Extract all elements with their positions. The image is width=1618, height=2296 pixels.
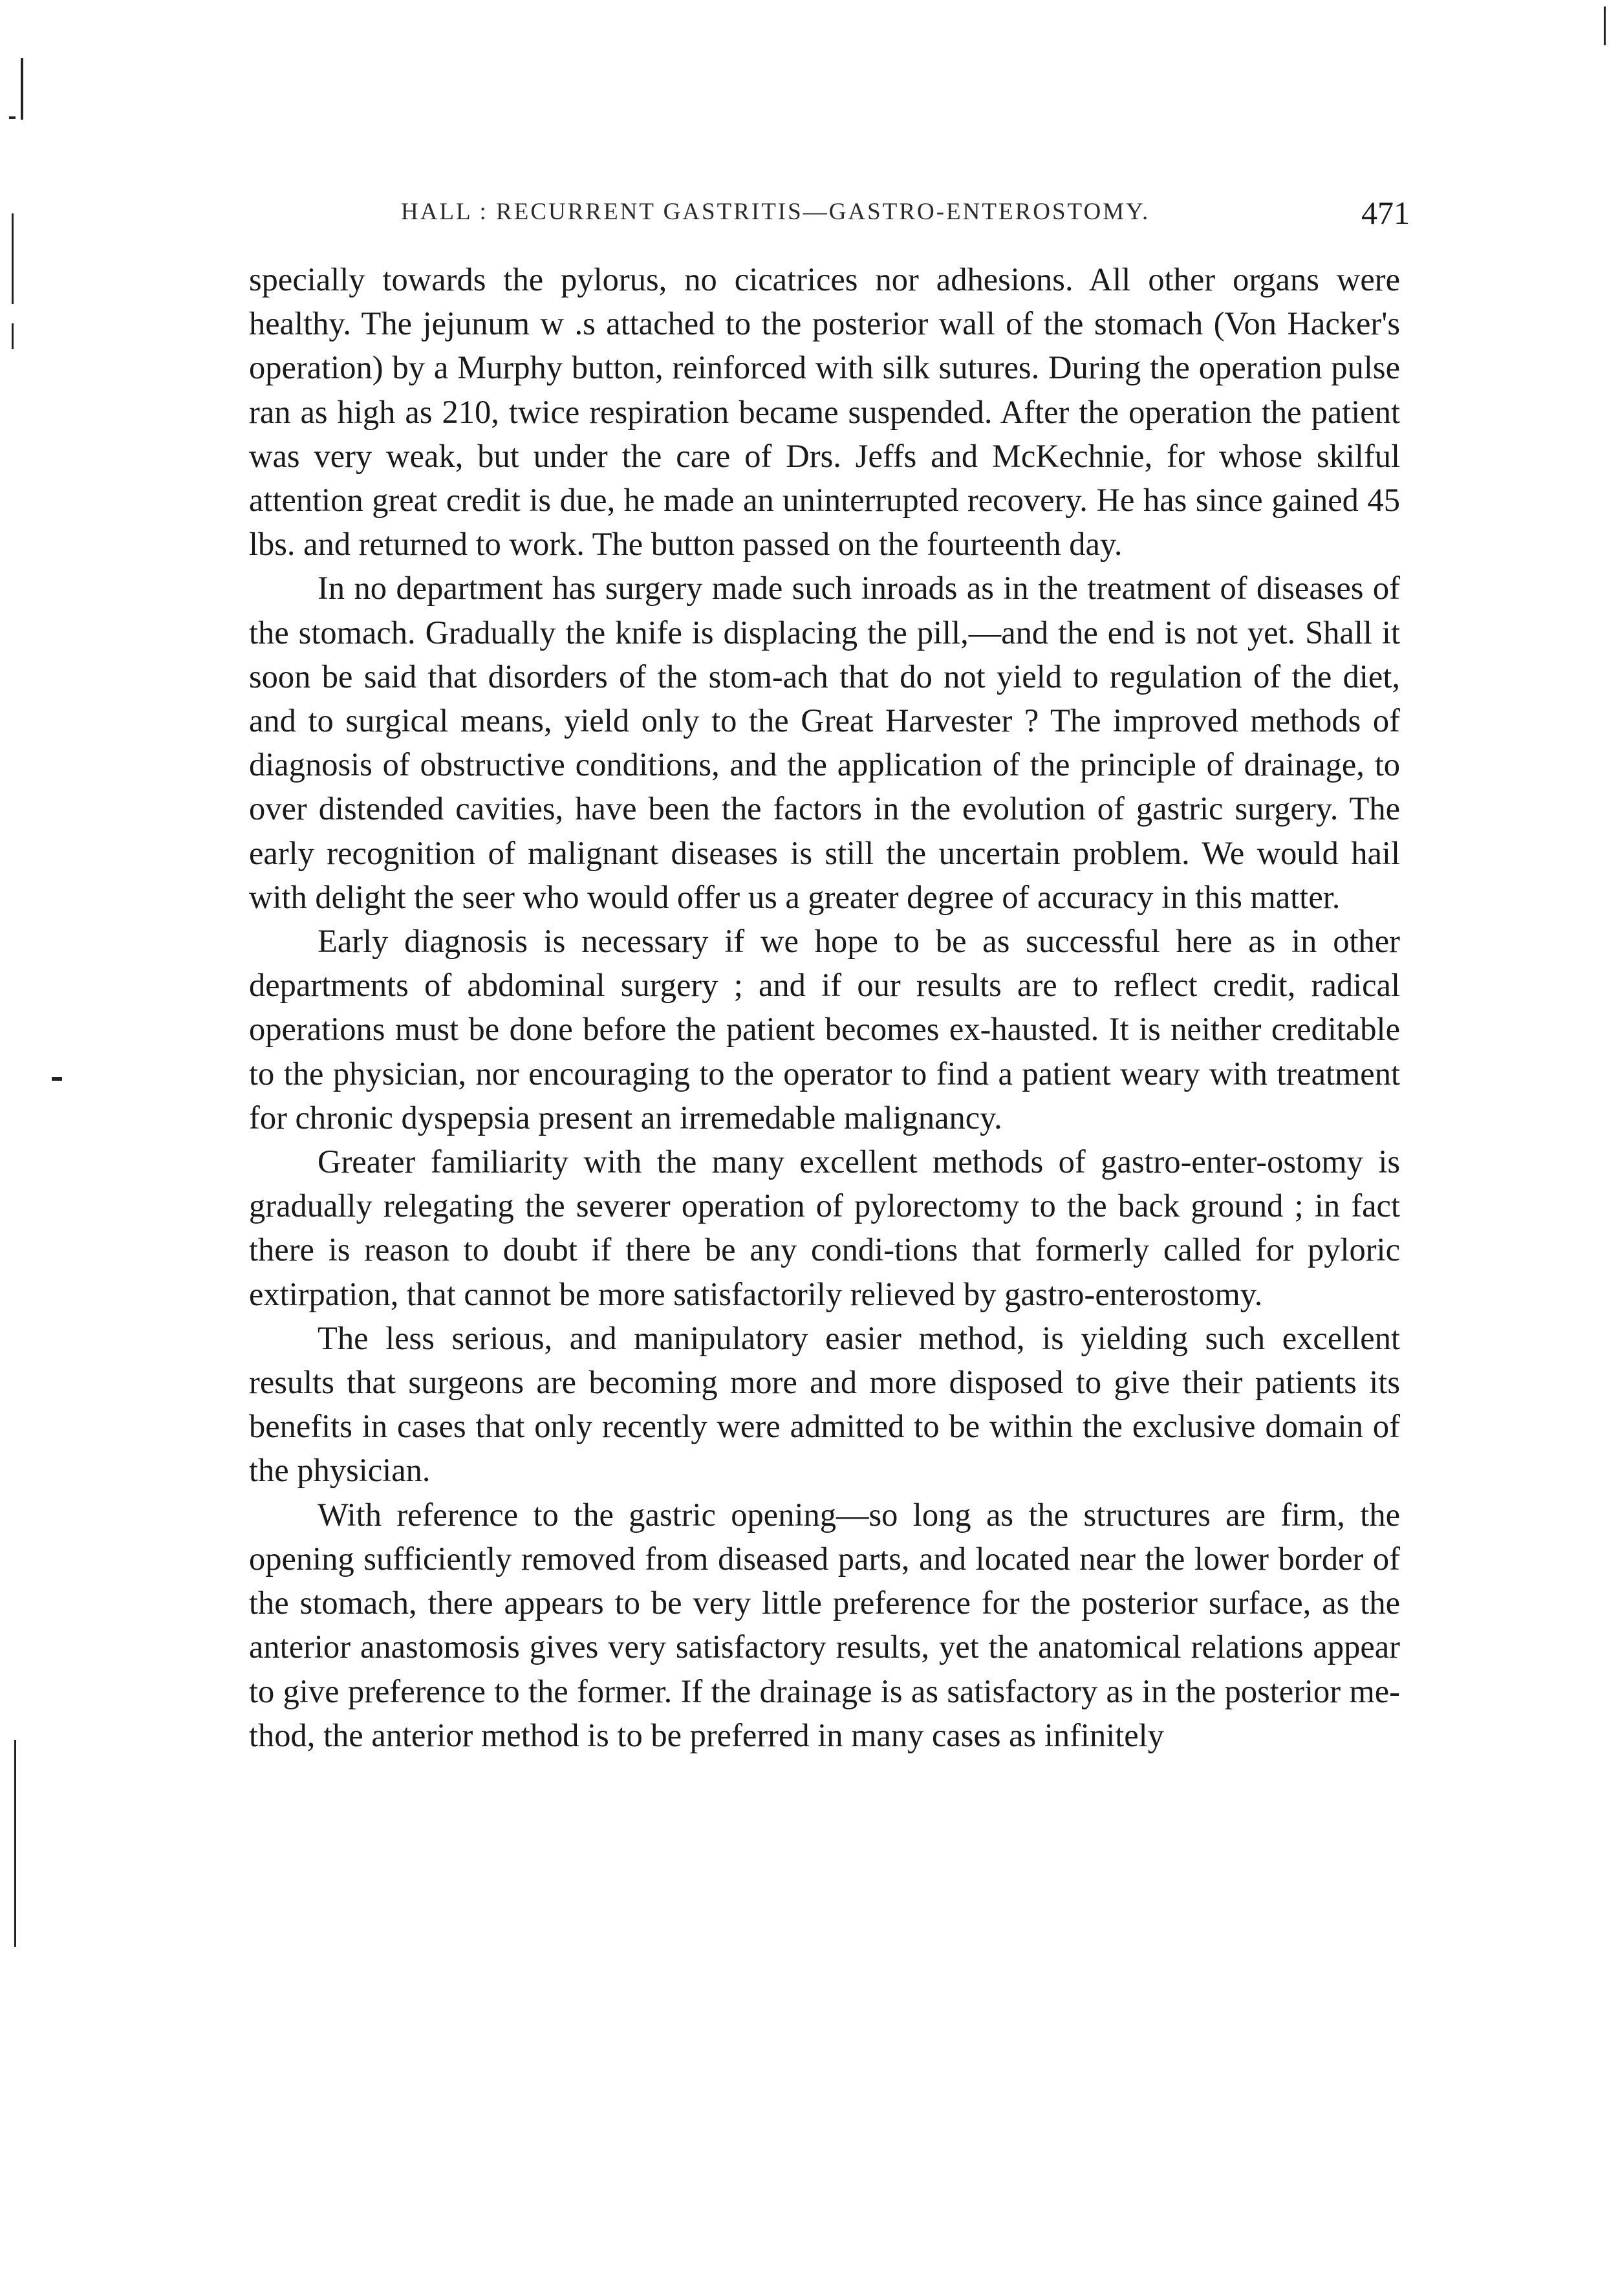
- body-text: [249, 257, 1400, 1757]
- margin-mark: [14, 1740, 16, 1947]
- page-number: 471: [1361, 195, 1410, 231]
- margin-mark: [21, 58, 23, 120]
- paragraph: With reference to the gastric opening—so long as the structures are firm, the opening sufficiently removed from diseased parts, and located near the lower border of the stomach, there appears to be very little preference for the posterior surface, as the anterior anastomosis gives very satisfactory results, yet the anatomical relations appear to give preference to the former. If the drainage is as satisfactory as in the posterior me-thod, the anterior method is to be preferred in many cases as infinitely: [249, 1496, 1400, 1753]
- paragraph: Early diagnosis is necessary if we hope to be as successful here as in other departments of abdominal surgery ; and if our results are to reflect credit, radical operations must be done before the patient becomes ex-hausted. It is neither creditable to the physician, nor encouraging to the operator to find a patient weary with treatment for chronic dyspepsia present an irremedable malignancy.: [249, 923, 1400, 1136]
- margin-mark: [12, 213, 14, 304]
- running-title: HALL : RECURRENT GASTRITIS—GASTRO-ENTEROSTOMY.: [401, 199, 1150, 225]
- margin-mark: [1604, 6, 1606, 45]
- margin-mark: [52, 1077, 62, 1081]
- paragraph: specially towards the pylorus, no cicatrices nor adhesions. All other organs were healthy. The jejunum w .s attached to the posterior wall of the stomach (Von Hacker's operation) by a Murphy button, reinforced with silk sutures. During the operation pulse ran as high as 210, twice respiration became suspended. After the operation the patient was very weak, but under the care of Drs. Jeffs and McKechnie, for whose skilful attention great credit is due, he made an uninterrupted recovery. He has since gained 45 lbs. and returned to work. The button passed on the fourteenth day.: [249, 261, 1400, 563]
- margin-mark: [12, 323, 14, 349]
- paragraph: The less serious, and manipulatory easier method, is yielding such excellent results that surgeons are becoming more and more disposed to give their patients its benefits in cases that only recently were admitted to be within the exclusive domain of the physician.: [249, 1319, 1400, 1489]
- paragraph: Greater familiarity with the many excellent methods of gastro-enter-ostomy is gradually relegating the severer operation of pylorectomy to the back ground ; in fact there is reason to doubt if there be any condi-tions that formerly called for pyloric extirpation, that cannot be more satisfactorily relieved by gastro-enterostomy.: [249, 1143, 1400, 1312]
- margin-mark: [9, 116, 16, 119]
- paragraph: In no department has surgery made such inroads as in the treatment of diseases of the stomach. Gradually the knife is displacing the pill,—and the end is not yet. Shall it soon be said that disorders of the stom-ach that do not yield to regulation of the diet, and to surgical means, yield only to the Great Harvester ? The improved methods of diagnosis of obstructive conditions, and the application of the principle of drainage, to over distended cavities, have been the factors in the evolution of gastric surgery. The early recognition of malignant diseases is still the uncertain problem. We would hail with delight the seer who would offer us a greater degree of accuracy in this matter.: [249, 570, 1400, 915]
- running-head: [401, 194, 1410, 233]
